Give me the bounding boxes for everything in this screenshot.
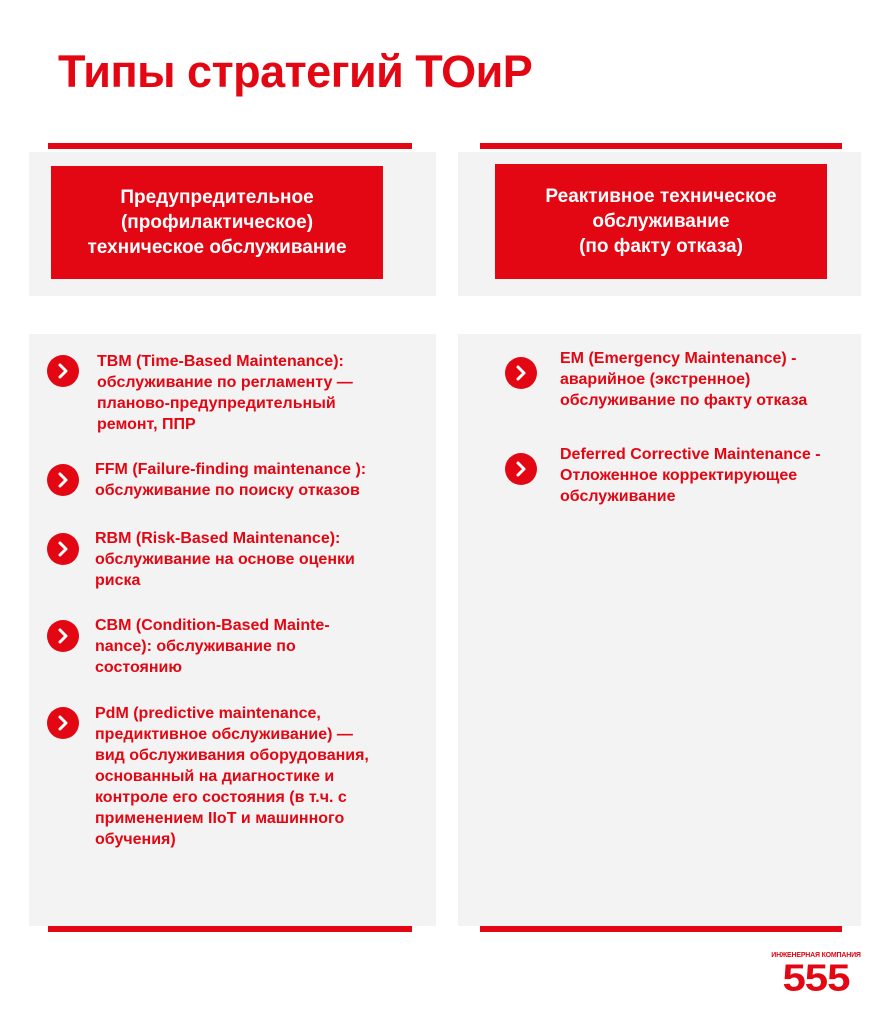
chevron-right-icon bbox=[505, 453, 537, 485]
list-item-text: FFM (Failure-finding maintenance ): обслуживание по поиску отказов bbox=[95, 461, 367, 499]
list-item-text: Deferred Corrective Maintenance - Отложенное корректирующее обслуживание bbox=[560, 446, 821, 505]
right-bottom-rule bbox=[480, 926, 842, 932]
chevron-right-icon bbox=[47, 533, 79, 565]
logo-digits: 555 bbox=[782, 956, 850, 999]
list-item-text: PdM (predictive maintenance, предиктивное обслуживание) — вид обслуживания оборудования, основанный на диагностике и контроле его состояния (в т.ч. с применением IIoT и машинного обучения) bbox=[95, 705, 369, 848]
list-item-text: RBM (Risk-Based Maintenance): обслуживание на основе оценки риска bbox=[95, 530, 355, 589]
company-logo bbox=[770, 952, 862, 998]
left-header-box: Предупредительное (профилактическое) техническое обслуживание bbox=[51, 166, 383, 279]
chevron-right-icon bbox=[505, 357, 537, 389]
list-item-text: EM (Emergency Maintenance) - аварийное (экстренное) обслуживание по факту отказа bbox=[560, 350, 808, 409]
chevron-right-icon bbox=[47, 620, 79, 652]
left-bottom-rule bbox=[48, 926, 412, 932]
chevron-right-icon bbox=[47, 707, 79, 739]
logo-caption: ИНЖЕНЕРНАЯ КОМПАНИЯ bbox=[771, 952, 861, 959]
right-header-box: Реактивное техническое обслуживание (по факту отказа) bbox=[495, 164, 827, 279]
left-top-rule bbox=[48, 143, 412, 149]
chevron-right-icon bbox=[47, 464, 79, 496]
list-item-text: CBM (Condition-Based Mainte- nance): обслуживание по состоянию bbox=[95, 617, 330, 676]
page-title: Типы стратегий ТОиР bbox=[58, 46, 533, 97]
list-item-text: TBM (Time-Based Maintenance): обслуживание по регламенту — планово-предупредительный ремонт, ППР bbox=[97, 353, 353, 433]
right-list-panel bbox=[458, 334, 861, 926]
chevron-right-icon bbox=[47, 355, 79, 387]
right-top-rule bbox=[480, 143, 842, 149]
